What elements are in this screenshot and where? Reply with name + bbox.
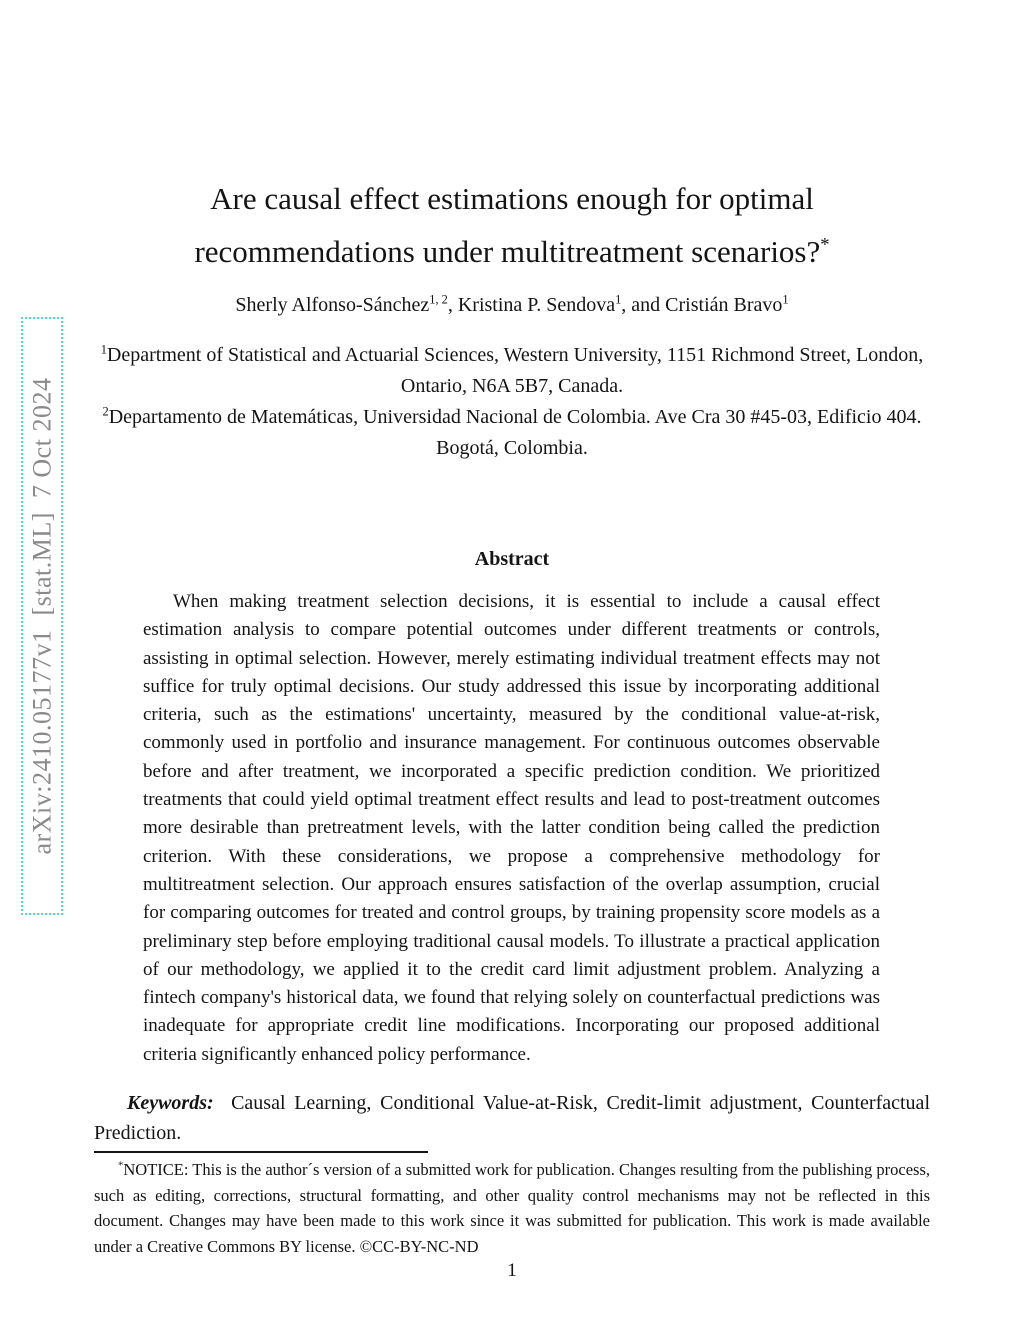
affiliation-text: Departamento de Matemáticas, Universidad Nacional de Colombia. Ave Cra 30 #45-03, Edificio 404. Bogotá, Colombia. bbox=[108, 406, 922, 459]
affiliation-entry bbox=[94, 402, 930, 464]
footnote bbox=[94, 1157, 930, 1259]
arxiv-watermark-box bbox=[21, 317, 63, 915]
affiliation-text: Department of Statistical and Actuarial Sciences, Western University, 1151 Richmond Street, London, Ontario, N6A 5B7, Canada. bbox=[106, 344, 924, 397]
author-affiliation-marker: 1 bbox=[615, 292, 622, 307]
footnote-marker: * bbox=[118, 1159, 124, 1172]
abstract-heading: Abstract bbox=[474, 548, 550, 570]
paper-title-line2: recommendations under multitreatment scenarios? bbox=[194, 234, 821, 269]
page-number: 1 bbox=[507, 1260, 517, 1281]
footnote-text: NOTICE: This is the author´s version of a submitted work for publication. Changes resulting from the publishing process, such as editing, corrections, structural formatting, and other quality control mechanisms may not be reflected in this document. Changes may have been made to this work since it was submitted for publication. This work is made available under a Creative Commons BY license. ©CC-BY-NC-ND bbox=[94, 1160, 930, 1256]
author-name: Kristina P. Sendova bbox=[457, 294, 616, 316]
affiliation-list bbox=[94, 340, 930, 464]
author-separator: , bbox=[447, 294, 458, 316]
affiliation-entry bbox=[94, 340, 930, 402]
paper-title-line1: Are causal effect estimations enough for optimal bbox=[210, 181, 814, 216]
abstract-text: When making treatment selection decisions, it is essential to include a causal effect estimation analysis to compare potential outcomes under different treatments or controls, assisting in optimal selection. However, merely estimating individual treatment effects may not suffice for truly optimal decisions. Our study addressed this issue by incorporating additional criteria, such as the estimations' uncertainty, measured by the conditional value-at-risk, commonly used in portfolio and insurance management. For continuous outcomes observable before and after treatment, we incorporated a specific prediction condition. We prioritized treatments that could yield optimal treatment effect results and lead to post-treatment outcomes more desirable than pretreatment levels, with the latter condition being called the prediction criterion. With these considerations, we propose a comprehensive methodology for multitreatment selection. Our approach ensures satisfaction of the overlap assumption, crucial for comparing outcomes for treated and control groups, by training propensity score models as a preliminary step before employing traditional causal models. To illustrate a practical application of our methodology, we applied it to the credit card limit adjustment problem. Analyzing a fintech company's historical data, we found that relying solely on counterfactual predictions was inadequate for appropriate credit line modifications. Incorporating our proposed additional criteria significantly enhanced policy performance. bbox=[143, 591, 880, 1065]
affiliation-marker: 2 bbox=[102, 404, 109, 419]
author-affiliation-marker: 1, 2 bbox=[429, 292, 448, 307]
keywords-text: Causal Learning, Conditional Value-at-Risk, Credit-limit adjustment, Counterfactual Prediction. bbox=[94, 1092, 930, 1144]
author-name: Sherly Alfonso-Sánchez bbox=[235, 294, 430, 316]
author-affiliation-marker: 1 bbox=[782, 292, 789, 307]
author-name: Cristián Bravo bbox=[665, 294, 783, 316]
keywords-label: Keywords: bbox=[127, 1092, 214, 1114]
footnote-divider bbox=[94, 1151, 428, 1153]
title-footnote-marker: * bbox=[820, 234, 830, 256]
author-separator: , and bbox=[621, 294, 666, 316]
author-list bbox=[92, 294, 932, 317]
affiliation-marker: 1 bbox=[100, 342, 107, 357]
keywords-line bbox=[94, 1088, 930, 1148]
paper-title bbox=[92, 172, 932, 278]
arxiv-id-label: arXiv:2410.05177v1 [stat.ML] 7 Oct 2024 bbox=[27, 377, 57, 855]
